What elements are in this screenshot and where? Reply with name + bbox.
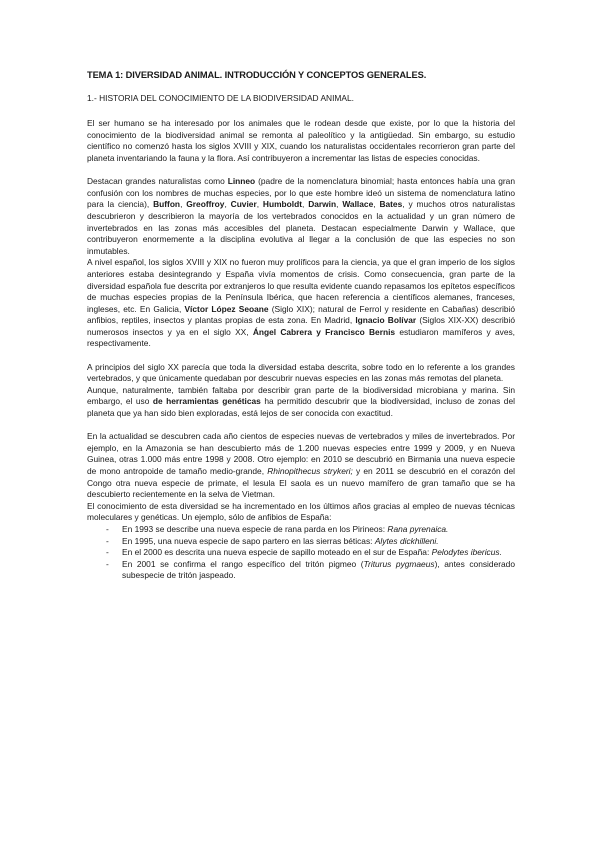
name-geoffroy: Greoffroy <box>186 199 225 210</box>
name-buffon: Buffon <box>153 199 181 210</box>
list-item: - En 1993 se describe una nueva especie de rana parda en los Pirineos: Rana pyrenaica. <box>106 524 515 536</box>
paragraph-amphibians: El conocimiento de esta diversidad se ha incrementado en los últimos años gracias al empleo de nuevas técnicas moleculares y genéticas. Un ejemplo, sólo de anfibios de España: <box>87 500 515 523</box>
paragraph-genetics: Aunque, naturalmente, también faltaba por describir gran parte de la biodiversidad microbiana y marina. Sin embargo, el uso de herramientas genéticas ha permitido descubrir que la biodiversidad, incluso de zonas del planeta que ya han sido bien exploradas, está lejos de ser conocida con exactitud. <box>87 384 515 419</box>
name-seoane: Víctor López Seoane <box>184 303 269 314</box>
paragraph-spain: A nivel español, los siglos XVIII y XIX no fueron muy prolíficos para la ciencia, ya que el gran imperio de los siglos anteriores estaba desintegrando y España vivía momentos de crisis. Como consecuencia, gran parte de la diversidad española fue descrita por extranjeros lo que resulta evidente cuando repasamos los epítetos específicos de muchas especies propias de la Península Ibérica, que hacen referencia a científicos alemanes, franceses, ingleses, etc. En Galicia, Víctor López Seoane (Siglo XIX); natural de Ferrol y residente en Cabañas) describió anfibios, reptiles, insectos y plantas propias de esta zona. En Madrid, Ignacio Bolívar (Siglos XIX-XX) describió numerosos insectos y ya en el siglo XX, Ángel Cabrera y Francisco Bernis estudiaron mamíferos y aves, respectivamente. <box>87 257 516 349</box>
name-humboldt: Humboldt <box>262 199 302 210</box>
document-body <box>87 70 515 582</box>
list-item: - En 1995, una nueva especie de sapo partero en las sierras béticas: Alytes dickhilleni. <box>106 536 515 548</box>
name-darwin: Darwin <box>308 199 337 210</box>
name-bolivar: Ignacio Bolívar <box>355 315 417 326</box>
name-cabrera-bernis: Ángel Cabrera y Francisco Bernis <box>252 326 396 337</box>
name-bates: Bates <box>379 199 403 210</box>
paragraph-discoveries: En la actualidad se descubren cada año cientos de especies nuevas de vertebrados y miles de invertebrados. Por ejemplo, en la Amazonia se han descubierto más de 1.200 nuevas especies entre 1999 y 2009, y en Nueva Guinea, otras 1.000 más entre 1998 y 2008. Otro ejemplo: en 2010 se descubrió en Birmania una nueva especie de mono antropoide de tamaño medio-grande, Rhinopithecus strykeri; y en 2011 se descubrió en el corazón del Congo otra nueva especie de primate, el lesula El saola es un nuevo mamífero de gran tamaño que se ha descubierto recientemente en la selva de Vietman. <box>87 431 516 500</box>
paragraph-naturalists: Destacan grandes naturalistas como Linneo (padre de la nomenclatura binomial; hasta entonces había una gran confusión con los nombres de muchas especies, por lo que este hombre ideó un sistema de nomenclatura latino para la ciencia), Buffon, Greoffroy, Cuvier, Humboldt, Darwin, Wallace, Bates, y muchos otros naturalistas descubrieron y describieron la mayoría de los vertebrados conocidos en la actualidad y un gran número de invertebrados en las zonas más accesibles del planeta. Destacan especialmente Darwin y Wallace, que contribuyeron enormemente a la disciplina evolutiva al llegar a la conclusión de que las especies no son inmutables. <box>87 176 516 256</box>
name-linneo: Linneo <box>227 176 256 187</box>
section-heading: 1.- HISTORIA DEL CONOCIMIENTO DE LA BIODIVERSIDAD ANIMAL. <box>87 92 354 103</box>
name-wallace: Wallace <box>342 199 374 210</box>
list-item: - En 2001 se confirma el rango específico del tritón pigmeo (Triturus pygmaeus), antes considerado subespecie de tritón jaspeado. <box>106 559 515 582</box>
species-name: Pelodytes ibericus. <box>431 547 502 558</box>
genetic-tools-bold: de herramientas genéticas <box>152 396 261 407</box>
paragraph-xx-century: A principios del siglo XX parecía que toda la diversidad estaba descrita, sobre todo en lo referente a los grandes vertebrados, y que únicamente quedaban por descubrir nuevas especies en las zonas más remotas del planeta. <box>87 361 515 384</box>
paragraph-intro: El ser humano se ha interesado por los animales que le rodean desde que existe, por lo que la historia del conocimiento de la biodiversidad animal se remonta al paleolítico y la antigüedad. Sin embargo, su estudio científico no comenzó hasta los siglos XVIII y XIX, cuando los naturalistas occidentales recorrieron gran parte del planeta inventariando la fauna y la flora. Así contribuyeron a incrementar las listas de especies conocidas. <box>87 118 515 163</box>
list-item: - En el 2000 es descrita una nueva especie de sapillo moteado en el sur de España: Pelodytes ibericus. <box>106 547 515 559</box>
species-name: Alytes dickhilleni. <box>374 535 439 546</box>
species-name: Rana pyrenaica. <box>387 523 449 534</box>
species-name: Triturus pygmaeus <box>363 558 435 569</box>
page-title: TEMA 1: DIVERSIDAD ANIMAL. INTRODUCCIÓN Y CONCEPTOS GENERALES. <box>87 70 427 80</box>
species-name: Rhinopithecus strykeri; <box>267 466 353 476</box>
amphibian-list <box>87 524 515 582</box>
name-cuvier: Cuvier <box>230 199 257 210</box>
